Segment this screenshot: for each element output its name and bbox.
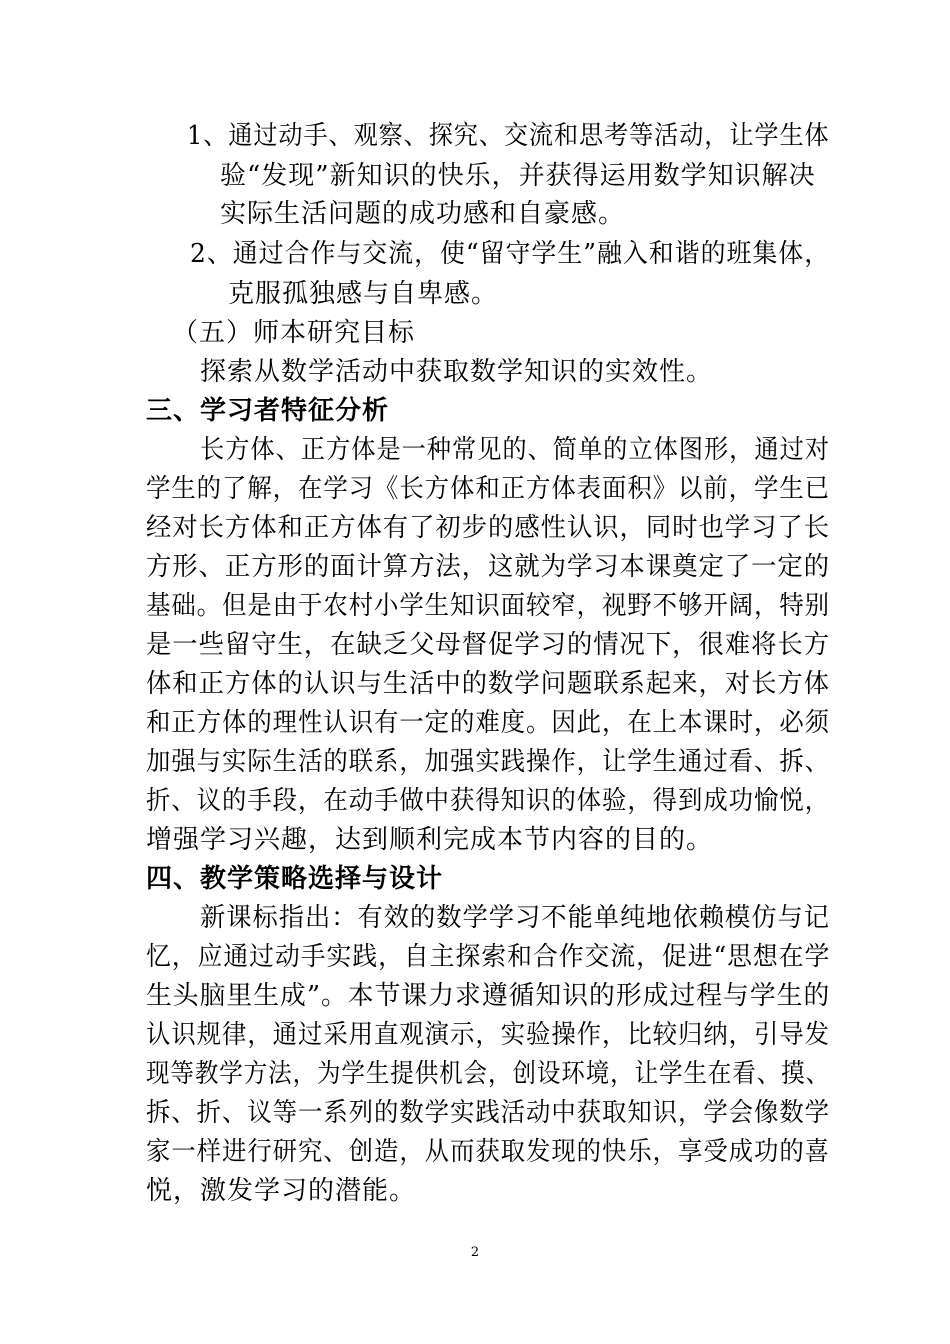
goal-item-1-line-2: 验“发现”新知识的快乐，并获得运用数学知识解决 xyxy=(220,161,816,191)
page-number: 2 xyxy=(470,1245,480,1260)
section-3-line: 学生的了解，在学习《长方体和正方体表面积》以前，学生已 xyxy=(146,474,831,504)
section-3-heading: 三、学习者特征分析 xyxy=(146,396,390,426)
goal-item-2-line-2: 克服孤独感与自卑感。 xyxy=(228,279,499,309)
section-4-line: 生头脑里生成”。本节课力求遵循知识的形成过程与学生的 xyxy=(146,981,831,1011)
section-4-line: 认识规律，通过采用直观演示，实验操作，比较归纳，引导发 xyxy=(146,1020,831,1050)
section-4-line: 现等教学方法，为学生提供机会，创设环境，让学生在看、摸、 xyxy=(146,1059,831,1089)
section-4-line: 忆，应通过动手实践，自主探索和合作交流，促进“思想在学 xyxy=(146,942,831,972)
research-goal-text: 探索从数学活动中获取数学知识的实效性。 xyxy=(200,357,714,387)
goal-item-2-line-1: 2、通过合作与交流，使“留守学生”融入和谐的班集体， xyxy=(190,239,831,269)
subheading-five: （五）师本研究目标 xyxy=(172,318,416,348)
section-3-line: 基础。但是由于农村小学生知识面较窄，视野不够开阔，特别 xyxy=(146,591,831,621)
section-3-line: 方形、正方形的面计算方法，这就为学习本课奠定了一定的 xyxy=(146,552,831,582)
goal-item-1-line-3: 实际生活问题的成功感和自豪感。 xyxy=(220,199,626,229)
section-3-line: 和正方体的理性认识有一定的难度。因此，在上本课时，必须 xyxy=(146,708,831,738)
section-3-line: 折、议的手段，在动手做中获得知识的体验，得到成功愉悦， xyxy=(146,786,831,816)
section-3-line: 加强与实际生活的联系，加强实践操作，让学生通过看、拆、 xyxy=(146,747,831,777)
section-4-line: 拆、折、议等一系列的数学实践活动中获取知识，学会像数学 xyxy=(146,1098,831,1128)
section-3-line: 是一些留守生，在缺乏父母督促学习的情况下，很难将长方 xyxy=(146,630,831,660)
section-3-line: 体和正方体的认识与生活中的数学问题联系起来，对长方体 xyxy=(146,669,831,699)
section-4-heading: 四、教学策略选择与设计 xyxy=(146,864,444,894)
section-3-line: 经对长方体和正方体有了初步的感性认识，同时也学习了长 xyxy=(146,513,831,543)
section-4-line: 新课标指出：有效的数学学习不能单纯地依赖模仿与记 xyxy=(200,903,831,933)
goal-item-1-line-1: 1、通过动手、观察、探究、交流和思考等活动，让学生体 xyxy=(187,121,830,151)
section-3-line: 增强学习兴趣，达到顺利完成本节内容的目的。 xyxy=(146,825,714,855)
section-3-line: 长方体、正方体是一种常见的、简单的立体图形，通过对 xyxy=(200,435,830,465)
section-4-line: 家一样进行研究、创造，从而获取发现的快乐，享受成功的喜 xyxy=(146,1137,831,1167)
section-4-line: 悦，激发学习的潜能。 xyxy=(146,1176,417,1206)
